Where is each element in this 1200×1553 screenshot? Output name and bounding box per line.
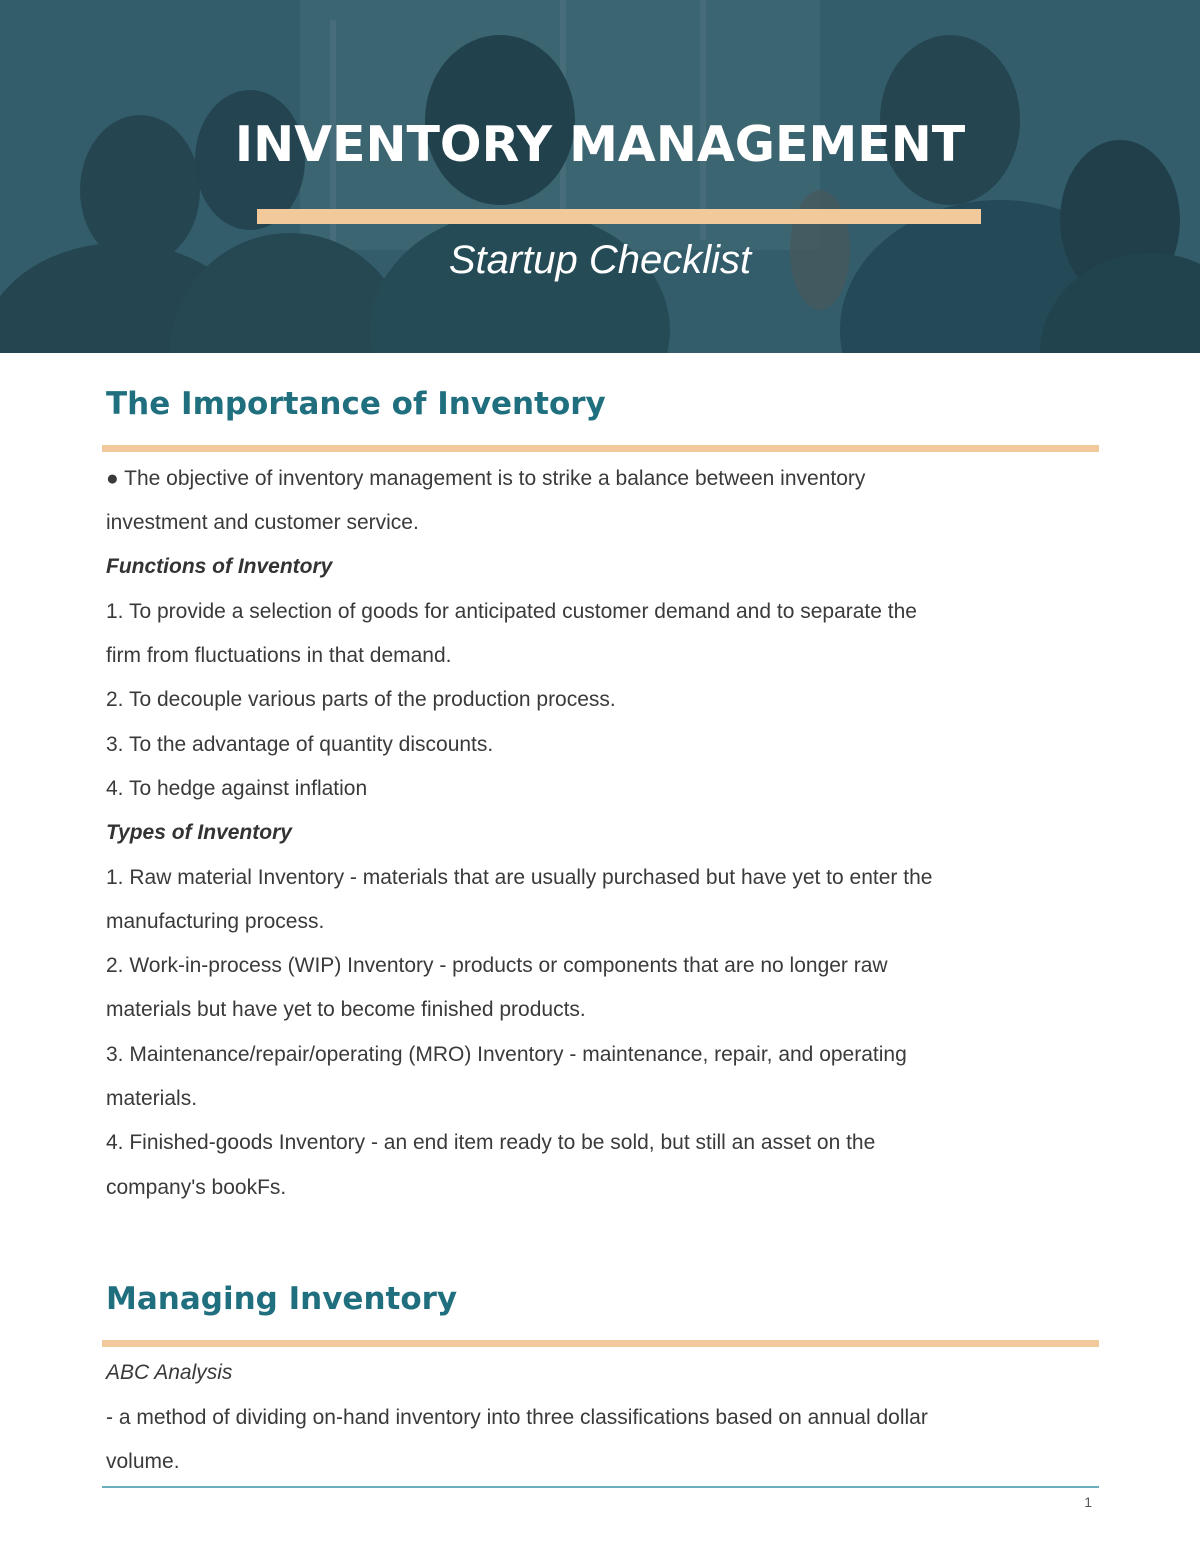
list-item: 3. To the advantage of quantity discounts. [106, 733, 494, 756]
list-item: 1. To provide a selection of goods for anticipated customer demand and to separate the [106, 600, 917, 623]
title-divider [257, 209, 981, 224]
subheading-abc-analysis: ABC Analysis [106, 1361, 233, 1384]
list-item-continuation: materials. [106, 1087, 198, 1110]
banner-overlay [0, 0, 1200, 353]
list-item: 4. Finished-goods Inventory - an end item ready to be sold, but still an asset on the [106, 1131, 876, 1154]
list-item: 2. To decouple various parts of the production process. [106, 688, 616, 711]
paragraph-line: volume. [106, 1450, 180, 1473]
document-subtitle: Startup Checklist [448, 238, 752, 282]
section-divider [102, 445, 1099, 452]
paragraph-line: investment and customer service. [106, 511, 419, 534]
list-item-continuation: firm from fluctuations in that demand. [106, 644, 452, 667]
list-item: 3. Maintenance/repair/operating (MRO) Inventory - maintenance, repair, and operating [106, 1043, 907, 1066]
section-divider [102, 1340, 1099, 1347]
document-title: INVENTORY MANAGEMENT [234, 116, 966, 173]
subheading-functions: Functions of Inventory [106, 555, 333, 578]
header-banner [0, 0, 1200, 353]
paragraph-line: ● The objective of inventory management is to strike a balance between inventory [106, 467, 866, 490]
list-item-continuation: company's bookFs. [106, 1176, 287, 1199]
list-item: 4. To hedge against inflation [106, 777, 368, 800]
page-number: 1 [1084, 1494, 1092, 1510]
list-item: 2. Work-in-process (WIP) Inventory - products or components that are no longer raw [106, 954, 888, 977]
list-item-continuation: manufacturing process. [106, 910, 325, 933]
footer-divider [102, 1486, 1099, 1488]
subheading-types: Types of Inventory [106, 821, 292, 844]
section-heading-managing: Managing Inventory [106, 1281, 458, 1317]
list-item: 1. Raw material Inventory - materials that are usually purchased but have yet to enter the [106, 866, 933, 889]
list-item-continuation: materials but have yet to become finished products. [106, 998, 586, 1021]
paragraph-line: - a method of dividing on-hand inventory into three classifications based on annual dollar [106, 1406, 928, 1429]
section-heading-importance: The Importance of Inventory [106, 386, 606, 422]
